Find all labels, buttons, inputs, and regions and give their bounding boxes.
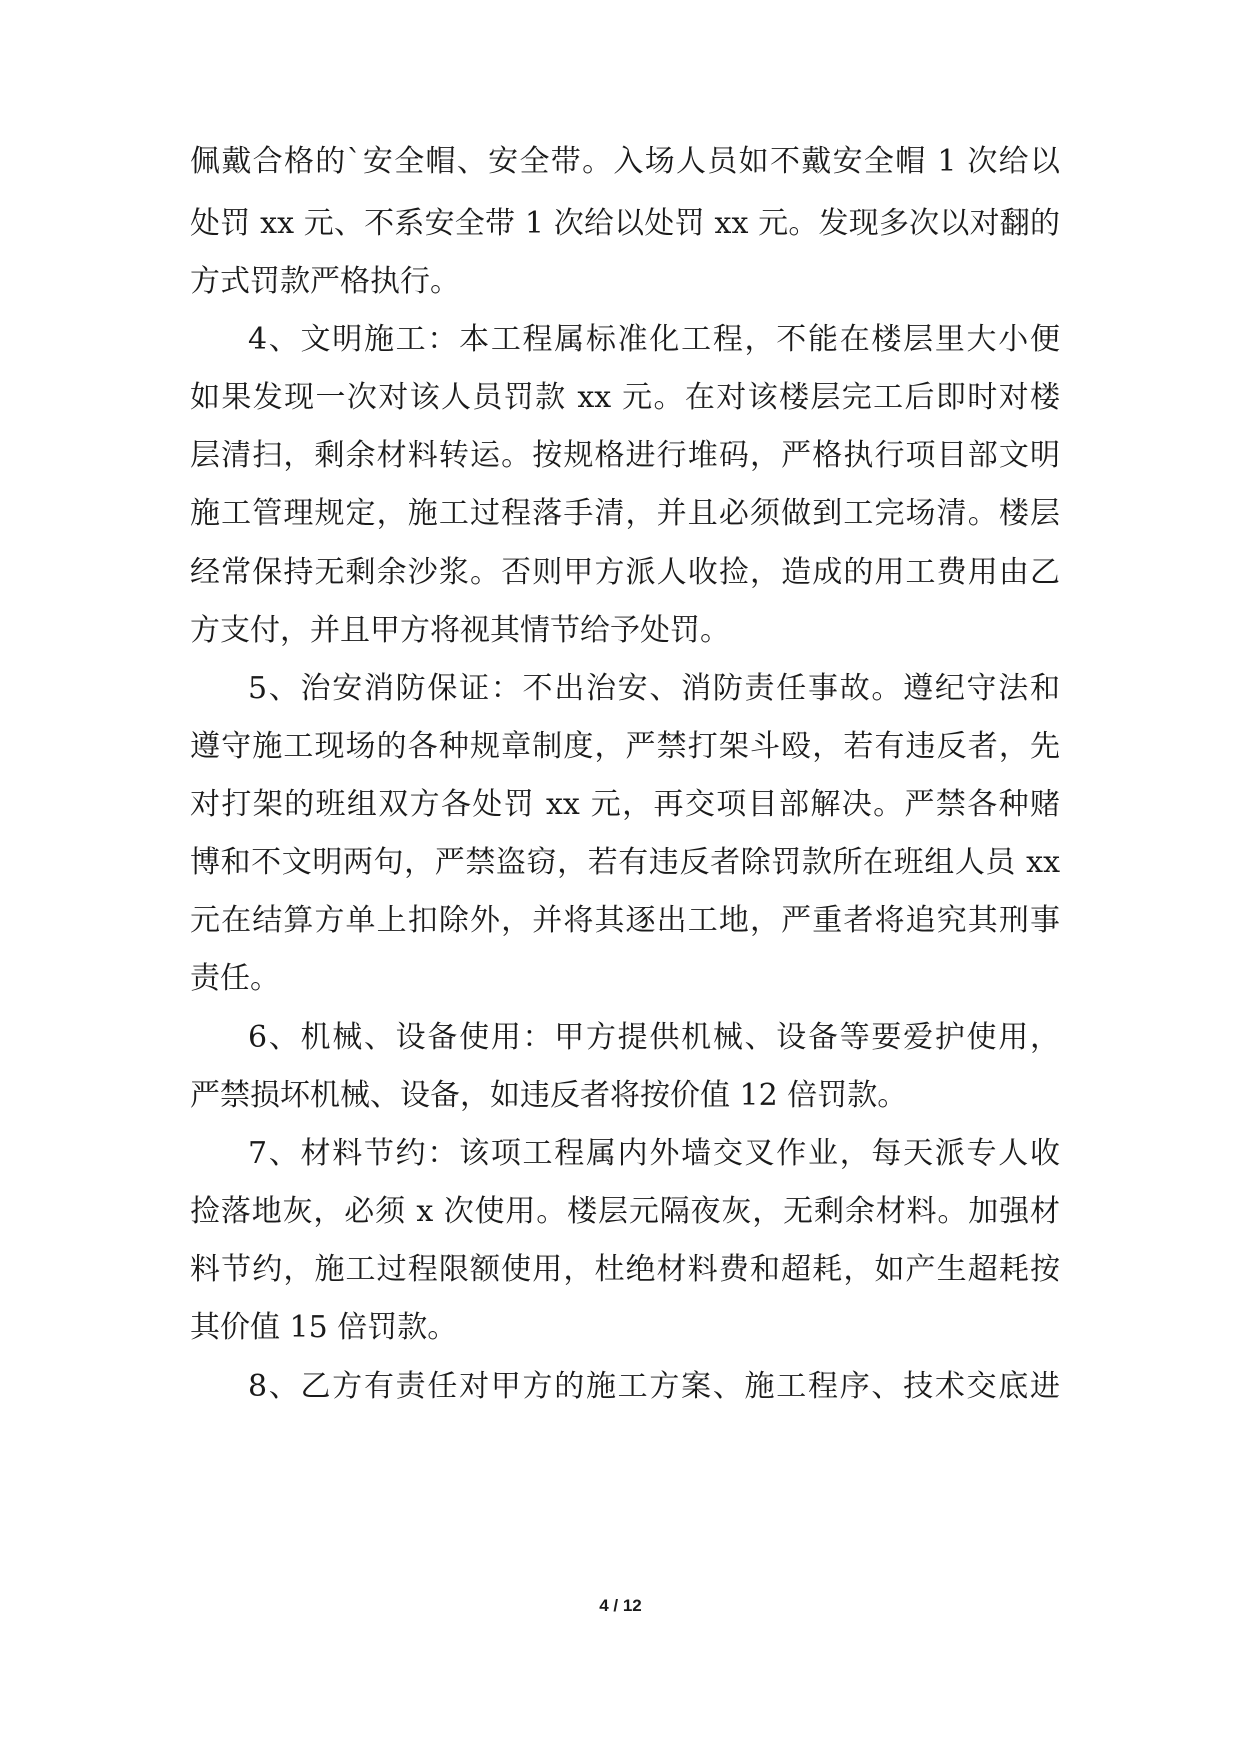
paragraph-start-line: 6、机械、设备使用：甲方提供机械、设备等要爱护使用， [248,1020,1060,1055]
text-line: 方支付，并且甲方将视其情节给予处罚。 [190,613,730,648]
text-line: 方式罚款严格执行。 [190,264,460,299]
text-line: 责任。 [190,961,280,996]
paragraph-start-line: 8、乙方有责任对甲方的施工方案、施工程序、技术交底进 [248,1369,1060,1404]
text-line: 捡落地灰，必须 x 次使用。楼层元隔夜灰，无剩余材料。加强材 [190,1194,1060,1229]
text-line: 如果发现一次对该人员罚款 xx 元。在对该楼层完工后即时对楼 [190,380,1060,415]
text-line: 博和不文明两句，严禁盗窃，若有违反者除罚款所在班组人员 xx [190,845,1060,880]
text-line: 佩戴合格的`安全帽、安全带。入场人员如不戴安全帽 1 次给以 [190,144,1060,179]
text-line: 其价值 15 倍罚款。 [190,1310,458,1345]
text-line: 严禁损坏机械、设备，如违反者将按价值 12 倍罚款。 [190,1078,908,1113]
text-line: 施工管理规定，施工过程落手清，并且必须做到工完场清。楼层 [190,496,1060,531]
text-line: 对打架的班组双方各处罚 xx 元，再交项目部解决。严禁各种赌 [190,787,1060,822]
paragraph-start-line: 4、文明施工：本工程属标准化工程，不能在楼层里大小便 [248,322,1060,357]
text-line: 元在结算方单上扣除外，并将其逐出工地，严重者将追究其刑事 [190,903,1060,938]
paragraph-start-line: 7、材料节约：该项工程属内外墙交叉作业，每天派专人收 [248,1136,1060,1171]
page-number: 4 / 12 [599,1596,642,1615]
text-line: 层清扫，剩余材料转运。按规格进行堆码，严格执行项目部文明 [190,438,1060,473]
text-line: 料节约，施工过程限额使用，杜绝材料费和超耗，如产生超耗按 [190,1252,1060,1287]
text-line: 经常保持无剩余沙浆。否则甲方派人收捡，造成的用工费用由乙 [190,555,1060,590]
paragraph-start-line: 5、治安消防保证：不出治安、消防责任事故。遵纪守法和 [248,671,1060,706]
text-line: 遵守施工现场的各种规章制度，严禁打架斗殴，若有违反者，先 [190,729,1060,764]
text-line: 处罚 xx 元、不系安全带 1 次给以处罚 xx 元。发现多次以对翻的 [190,206,1060,241]
